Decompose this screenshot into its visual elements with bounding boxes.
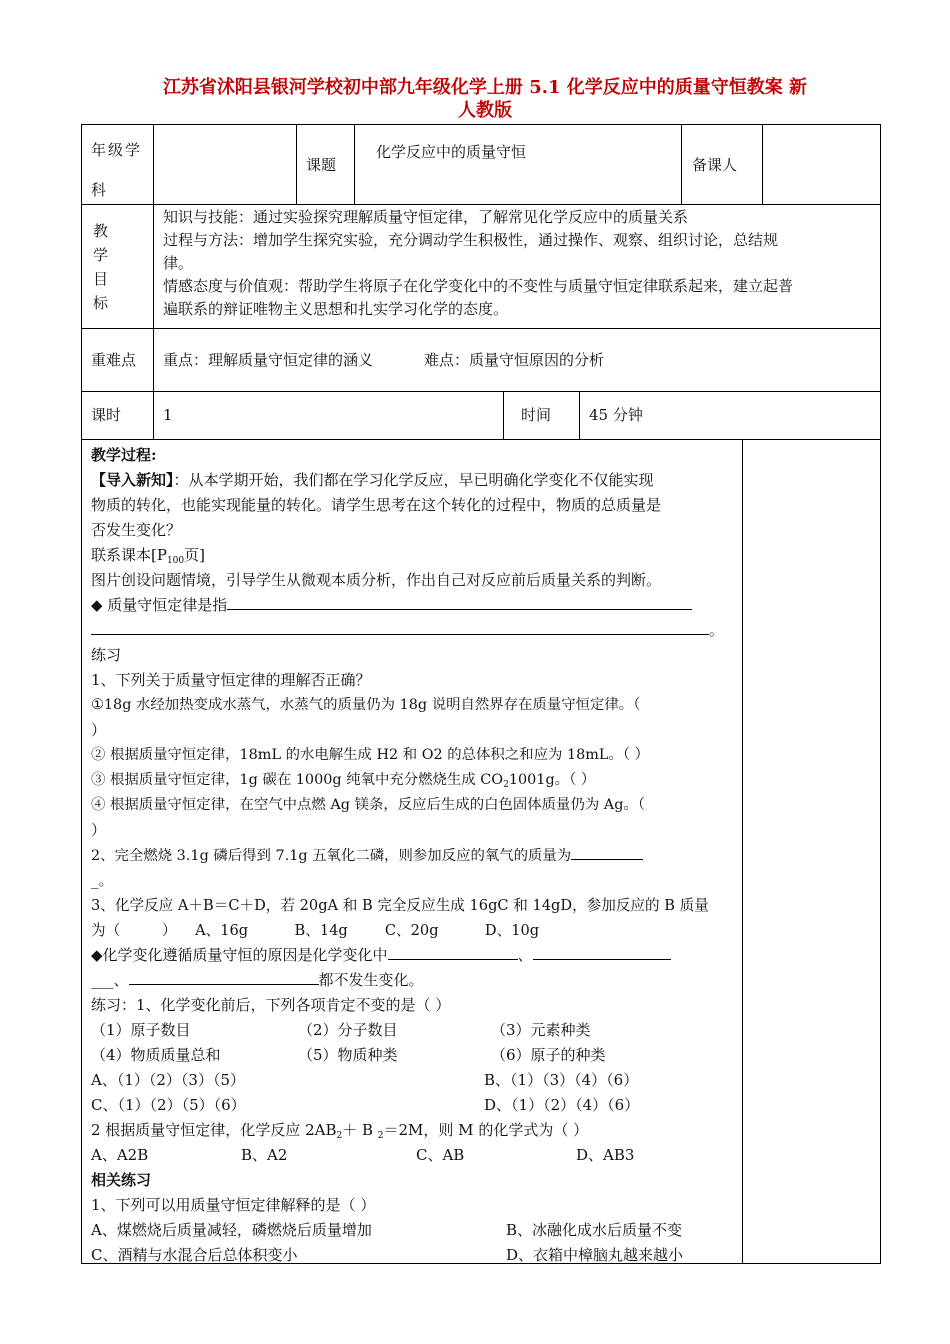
practice-1-choices: C、（1）（2）（5）（6） D、（1）（2）（4）（6）: [91, 1096, 640, 1114]
teaching-process: [91, 443, 741, 1268]
row-divider: [81, 439, 881, 440]
answer-blank: [388, 943, 518, 960]
answer-blank: [227, 593, 692, 610]
practice-2-choices: A、A2B B、A2 C、AB D、AB3: [91, 1146, 635, 1164]
time-label: 时间: [521, 406, 552, 424]
goal-method-cont: 律。: [163, 254, 194, 272]
answer-blank: [129, 968, 319, 985]
conservation-reason-cont: ___、 都不发生变化。: [91, 968, 741, 993]
related-practice-heading: 相关练习: [91, 1171, 152, 1189]
practice-1: 练习：1、化学变化前后，下列各项肯定不变的是（ ）: [91, 996, 451, 1014]
title-line-1: 江苏省沭阳县银河学校初中部九年级化学上册 5.1 化学反应中的质量守恒教案 新: [162, 77, 808, 98]
conservation-reason: ◆化学变化遵循质量守恒的原因是化学变化中 、: [91, 943, 741, 968]
goal-method: 过程与方法：增加学生探究实验，充分调动学生积极性，通过操作、观察、组织讨论，总结规: [163, 231, 779, 249]
related-question-1: 1、下列可以用质量守恒定律解释的是（ ）: [91, 1196, 376, 1214]
col-divider: [579, 391, 580, 439]
answer-blank: [533, 943, 671, 960]
law-definition-cont: 。: [91, 618, 741, 643]
question-1-a-cont: ）: [91, 721, 107, 739]
process-heading: 教学过程:: [91, 446, 157, 464]
practice-label: 练习: [91, 646, 122, 664]
title-line-2: 人教版: [458, 100, 512, 121]
hours-label: 课时: [91, 406, 122, 424]
hard-point: 难点：质量守恒原因的分析: [424, 351, 605, 369]
row-divider: [81, 204, 881, 205]
hours-value: 1: [163, 406, 173, 424]
goals-text: [163, 206, 877, 321]
question-3-options: 为（ ） A、16g B、14g C、20g D、10g: [91, 922, 540, 939]
row-divider: [81, 391, 881, 392]
goals-label: 教 学 目 标: [93, 222, 109, 312]
question-1-d-cont: ）: [91, 821, 107, 839]
practice-1-choices: A、（1）（2）（3）（5） B、（1）（3）（4）（6）: [91, 1071, 639, 1089]
col-divider: [762, 124, 763, 204]
question-1-b: ② 根据质量守恒定律，18mL 的水电解生成 H2 和 O2 的总体积之和应为 18mL。（ ）: [91, 747, 650, 763]
answer-blank: [571, 843, 643, 860]
goal-knowledge: 知识与技能：通过实验探究理解质量守恒定律，了解常见化学反应中的质量关系: [163, 208, 689, 226]
document-title: [90, 76, 880, 122]
intro-text: ：从本学期开始，我们都在学习化学反应，早已明确化学变化不仅能实现: [173, 471, 654, 489]
intro-text: 物质的转化，也能实现能量的转化。请学生思考在这个转化的过程中，物质的总质量是: [91, 496, 662, 514]
question-1-a: ①18g 水经加热变成水蒸气，水蒸气的质量仍为 18g 说明自然界存在质量守恒定律。（: [91, 697, 641, 713]
law-definition: ◆ 质量守恒定律是指: [91, 593, 741, 618]
practice-2: 2 根据质量守恒定律，化学反应 $2AB_2+ B$ $_2$＝2M，则 M 的化学式为（ ）: [91, 1121, 589, 1141]
intro-text: 否发生变化？: [91, 521, 182, 539]
col-divider: [354, 124, 355, 204]
col-divider: [153, 124, 154, 439]
key-point: 重点：理解质量守恒定律的涵义: [163, 351, 374, 369]
question-1-d: ④ 根据质量守恒定律，在空气中点燃 Ag 镁条，反应后生成的白色固体质量仍为 Ag。（: [91, 797, 645, 813]
topic-label: 课题: [306, 156, 337, 174]
question-2: 2、完全燃烧 3.1g 磷后得到 7.1g 五氧化二磷，则参加反应的氧气的质量为: [91, 843, 741, 868]
goal-attitude: 情感态度与价值观：帮助学生将原子在化学变化中的不变性与质量守恒定律联系起来，建立起普: [163, 277, 794, 295]
practice-1-options: （4）物质质量总和 （5）物质种类 （6）原子的种类: [91, 1046, 606, 1064]
topic-value: 化学反应中的质量守恒: [376, 143, 527, 161]
notes-column-divider: [742, 439, 743, 1264]
picture-scenario: 图片创设问题情境，引导学生从微观本质分析，作出自己对反应前后质量关系的判断。: [91, 571, 662, 589]
goal-attitude-cont: 遍联系的辩证唯物主义思想和扎实学习化学的态度。: [163, 300, 509, 318]
time-value: 45 分钟: [589, 406, 643, 424]
row-divider: [81, 328, 881, 329]
related-question-1-choices: A、煤燃烧后质量减轻，磷燃烧后质量增加 B、冰融化成水后质量不变: [91, 1221, 683, 1239]
answer-blank: [91, 618, 709, 635]
question-1: 1、下列关于质量守恒定律的理解否正确？: [91, 671, 371, 689]
teacher-label: 备课人: [692, 156, 738, 174]
textbook-ref: 联系课本[$P_{100}$页]: [91, 546, 205, 566]
col-divider: [296, 124, 297, 204]
practice-1-options: （1）原子数目 （2）分子数目 （3）元素种类: [91, 1021, 591, 1039]
col-divider: [681, 124, 682, 204]
grade-subject-label: 年级学 科: [91, 141, 143, 199]
related-question-1-choices: C、酒精与水混合后总体积变小 D、衣箱中樟脑丸越来越小: [91, 1246, 684, 1264]
question-1-c: ③ 根据质量守恒定律，1g 碳在 1000g 纯氧中充分燃烧生成 $CO_21001g$。（ ）: [91, 772, 596, 790]
difficulty-label: 重难点: [91, 351, 137, 369]
question-3: 3、化学反应 A＋B＝C＋D，若 20gA 和 B 完全反应生成 16gC 和 14gD，参加反应的 B 质量: [91, 897, 709, 914]
intro-tag: 【导入新知】: [91, 471, 174, 489]
question-2-cont: _。: [91, 871, 114, 889]
col-divider: [503, 391, 504, 439]
